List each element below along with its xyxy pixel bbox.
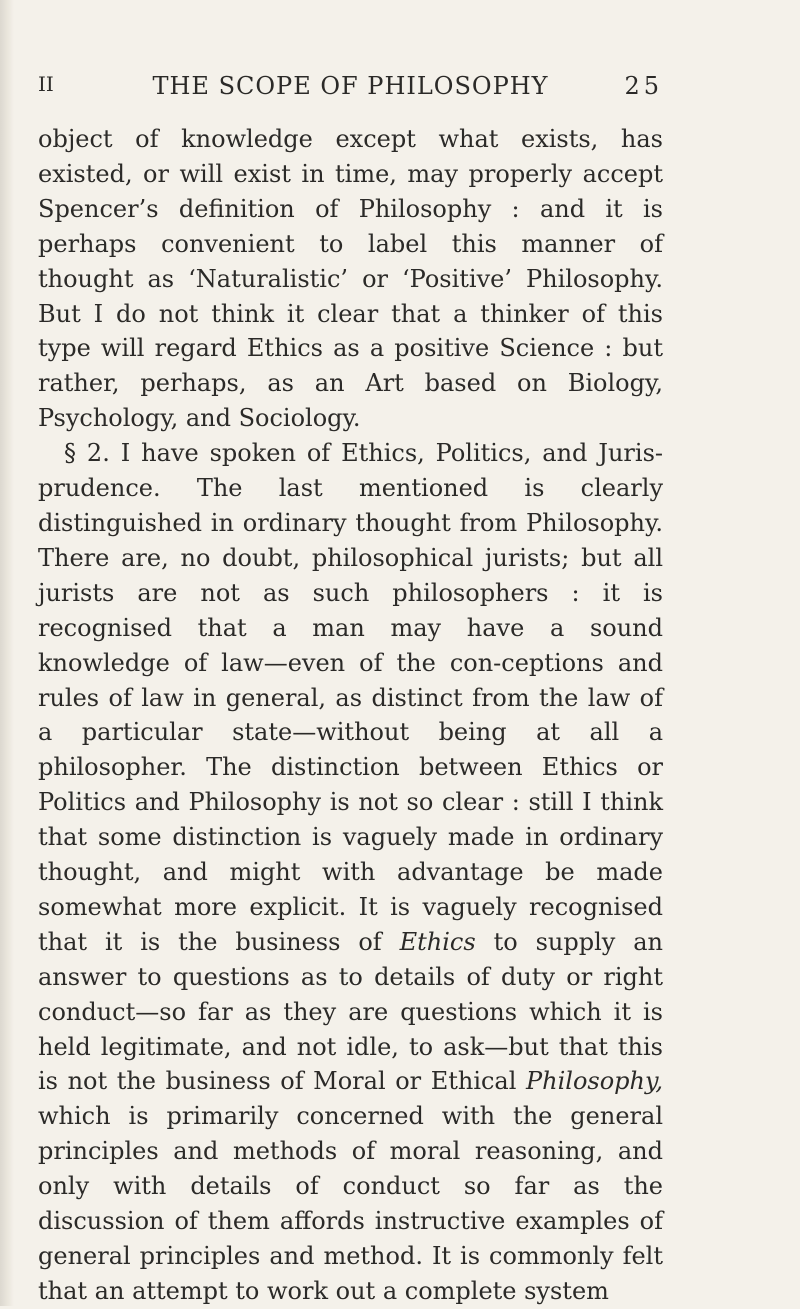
running-header <box>38 72 663 108</box>
page-number: 25 <box>624 72 663 100</box>
paragraph-text: object of knowledge except what exists, has existed, or will exist in time, may properly accept Spencer’s definition of Philosophy : and it is perhaps convenient to label this manner of thought as ‘Naturalistic’ or ‘Positive’ Philosophy. But I do not think it clear that a thinker of this type will regard Ethics as a positive Science : but rather, perhaps, as an Art based on Biology, Psychology, and Sociology. <box>38 125 663 433</box>
chapter-number: II <box>38 72 54 96</box>
italic-term-ethics: Ethics <box>399 927 476 956</box>
page-edge-shadow <box>0 0 14 1306</box>
italic-term-philosophy: Philosophy, <box>526 1067 663 1096</box>
paragraph <box>38 436 663 1309</box>
body-text <box>38 122 663 1309</box>
paragraph-text: which is primarily concerned with the general principles and methods of moral reasoning, and only with details of conduct so far as the discussion of them affords instructive examples of general principles and method. It is commonly felt that an attempt to work out a complete system <box>38 1102 663 1305</box>
paragraph-text: § 2. I have spoken of Ethics, Politics, and Juris-prudence. The last mentioned is clearly distinguished in ordinary thought from Philosophy. There are, no doubt, philosophical jurists; but all jurists are not as such philosophers : it is recognised that a man may have a sound knowledge of law—even of the con-ceptions and rules of law in general, as distinct from the law of a particular state—without being at all a philosopher. The distinction between Ethics or Politics and Philosophy is not so clear : still I think that some distinction is vaguely made in ordinary thought, and might with advantage be made somewhat more explicit. It is vaguely recognised that it is the business of <box>38 439 663 956</box>
paragraph-text: to supply an answer to questions as to details of duty or right conduct—so far as they are questions which it is held legitimate, and not idle, to ask—but that this is not the business of Moral or Ethical <box>38 927 663 1096</box>
running-title: THE SCOPE OF PHILOSOPHY <box>152 72 549 100</box>
paragraph <box>38 122 663 436</box>
